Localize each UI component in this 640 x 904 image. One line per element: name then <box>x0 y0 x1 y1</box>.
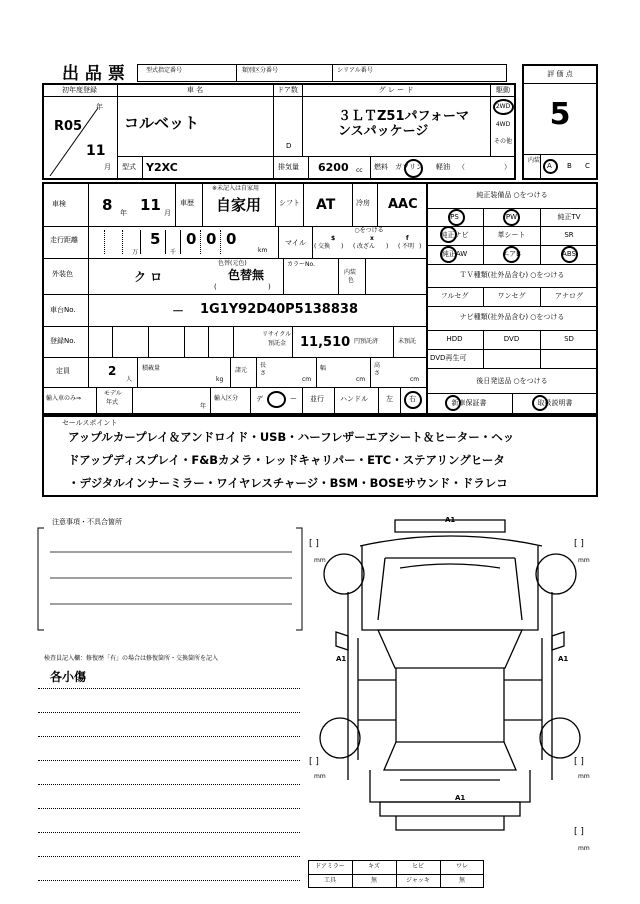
displacement-unit: cc <box>356 167 363 174</box>
interior-c: C <box>585 162 590 170</box>
inspector-value: 各小傷 <box>50 670 87 684</box>
option-pw: PW <box>505 213 518 221</box>
dims-length: 長 <box>260 362 267 369</box>
chassis-value: 1G1Y92D40P5138838 <box>200 302 358 317</box>
dims-height-cm: cm <box>410 376 420 383</box>
diagram-mm-rr: mm <box>578 773 590 780</box>
dims-length-sa: さ <box>260 370 267 377</box>
drive-label: 駆動 <box>496 86 510 94</box>
shift-label: シフト <box>279 199 300 207</box>
doors-label: ドア数 <box>277 86 298 94</box>
option-ps: PS <box>450 213 459 221</box>
interior-b: B <box>567 162 572 170</box>
import-dealer-circle <box>267 391 286 408</box>
option-sr: SR <box>564 231 574 239</box>
later-warranty-circle <box>445 395 461 411</box>
mileage-exchange-r: ) <box>341 243 344 250</box>
mileage-digit-1: 0 <box>186 230 197 248</box>
drive-2wd: 2WD <box>495 103 511 110</box>
option-airbag: エアB <box>502 250 521 258</box>
bottom-h4: ワレ <box>455 863 468 870</box>
model-year-label2: 年式 <box>106 399 119 406</box>
bottom-h3: ヒビ <box>411 863 424 870</box>
option-abs: ABS <box>562 250 576 258</box>
option-aw: 純正AW <box>441 250 468 258</box>
fuel-gasoline: ガソリン <box>395 163 423 171</box>
option-tv: 純正TV <box>557 213 581 221</box>
option-ps-circle <box>448 209 465 226</box>
mileage-exchange-l: ( <box>314 243 317 250</box>
notes-label: 注意事項・不具合箇所 <box>52 518 122 526</box>
reg-month: 11 <box>86 143 106 159</box>
diagram-bracket-bottom: [ ] <box>574 827 584 837</box>
inspection-label: 車検 <box>52 200 66 208</box>
navtype-hdd: HDD <box>446 335 463 343</box>
inspection-month: 11 <box>140 196 161 214</box>
notes-bracket <box>36 526 304 636</box>
mileage-changed-r: ) <box>386 243 389 250</box>
later-warranty: 新車保証書 <box>451 399 487 407</box>
diagram-a1-right: A1 <box>558 655 569 663</box>
chassis-label: 車台No. <box>50 306 76 314</box>
mileage-mile: マイル <box>285 239 306 247</box>
mileage-km: km <box>258 247 268 254</box>
bottom-h1: ドアミラー <box>315 863 345 870</box>
handle-left: 左 <box>386 395 393 403</box>
later-manual: 取扱説明書 <box>537 399 573 407</box>
mileage-changed-l: ( <box>353 243 356 250</box>
handle-label: ハンドル <box>340 395 368 403</box>
import-label: 輸入車のみ⇒ <box>46 395 82 402</box>
drive-4wd: 4WD <box>495 121 511 128</box>
mileage-label: 走行距離 <box>50 236 78 244</box>
page-title: 出 品 票 <box>62 64 125 84</box>
option-abs-circle <box>561 246 578 263</box>
bottom-r4: 無 <box>458 877 465 884</box>
tvtype-one: ワンセグ <box>497 292 526 300</box>
option-leather: 革シート <box>497 231 526 239</box>
fuel-paren-close: ） <box>504 163 511 171</box>
navtype-dvd: DVD <box>503 335 520 343</box>
drive-other: その他 <box>493 138 512 145</box>
grade-label: グ レ ー ド <box>378 86 414 94</box>
grade-line1: ３ＬＴZ51パフォーマ <box>338 109 469 124</box>
model-year-label1: モデル <box>104 390 122 397</box>
car-name-label: 車 名 <box>186 86 204 94</box>
model-label: 型式 <box>122 163 136 171</box>
shift-value: AT <box>316 197 336 213</box>
inspection-year-unit: 年 <box>120 209 127 217</box>
mileage-man: 5 <box>150 230 161 248</box>
diagram-a1-front: A1 <box>445 516 456 524</box>
import-parallel: 並行 <box>310 395 324 403</box>
color-label: 外装色 <box>52 270 73 278</box>
color-paren-close: ) <box>268 283 271 291</box>
color-number-label: カラーNo. <box>287 261 315 268</box>
recycle-paid: 円預託済 <box>354 338 379 345</box>
bottom-r1: 工具 <box>323 877 336 884</box>
interior-color-label2: 色 <box>348 277 355 284</box>
dims-height: 高 <box>374 362 381 369</box>
model-cert-label: 型式指定番号 <box>146 67 183 74</box>
grade-line2: ンスパッケージ <box>338 124 429 139</box>
mileage-sym-dollar: $ <box>331 235 336 242</box>
import-dealer-end: ー <box>290 395 297 403</box>
displacement-value: 6200 <box>318 161 349 174</box>
recycle-label2: 預託金 <box>268 340 287 347</box>
mileage-changed: 改ざん <box>357 243 376 250</box>
color-value: ク ロ <box>134 270 163 284</box>
import-dealer: デ <box>256 395 263 403</box>
interior-label: 内装 <box>528 157 541 164</box>
history-label: 車歴 <box>180 199 194 207</box>
mileage-unknown: 不明 <box>402 243 415 250</box>
dims-width-cm: cm <box>356 376 366 383</box>
dims-height-sa: さ <box>374 370 381 377</box>
mileage-sen-unit: 千 <box>170 249 177 256</box>
tvtype-analog: アナログ <box>555 292 583 300</box>
serial-label: シリアル番号 <box>337 67 373 74</box>
option-aw-circle <box>440 246 457 263</box>
capacity-label: 定員 <box>56 367 70 375</box>
fuel-label: 燃料 <box>374 163 388 171</box>
mileage-digit-3: 0 <box>226 230 237 248</box>
model-value: Y2XC <box>146 161 178 174</box>
option-pw-circle <box>503 209 520 226</box>
load-label: 積載量 <box>142 365 161 372</box>
diagram-bracket-fl: [ ] <box>309 539 319 549</box>
bottom-h2: キズ <box>368 863 380 870</box>
ac-label: 冷房 <box>356 199 370 207</box>
navtype-dvdplay: DVD再生可 <box>430 354 467 362</box>
sales-line2: ドアップディスプレイ・F&Bカメラ・レッドキャリパー・ETC・ステアリングヒータ <box>68 453 505 467</box>
diagram-mm-rl: mm <box>314 773 326 780</box>
header-fields <box>137 64 507 82</box>
color-change-value: 色替無 <box>228 268 265 282</box>
score-label: 評 価 点 <box>547 70 573 78</box>
capacity-unit: 人 <box>126 376 133 383</box>
drive-2wd-circle <box>493 99 514 115</box>
interior-color-label: 内装 <box>344 269 357 276</box>
interior-a-circle <box>543 159 558 174</box>
diagram-bracket-rl: [ ] <box>309 757 319 767</box>
model-year-unit: 年 <box>200 403 207 410</box>
navtype-title: ナビ種類(社外品含む) ○をつける <box>459 313 565 321</box>
diagram-mm-fr: mm <box>578 557 590 564</box>
diagram-mm-bottom: mm <box>578 845 590 852</box>
bottom-r3: ジャッキ <box>406 877 430 884</box>
diagram-a1-rear: A1 <box>455 794 466 802</box>
import-class-label: 輸入区分 <box>214 395 239 402</box>
option-nav: 純正ナビ <box>440 231 469 239</box>
chassis-dash: － <box>172 304 185 318</box>
mileage-sym-x: x <box>370 235 374 242</box>
navtype-sd: SD <box>564 335 574 343</box>
fuel-gasoline-circle <box>404 159 423 178</box>
color-paren-open: ( <box>214 283 217 291</box>
load-kg: kg <box>216 376 224 383</box>
car-name-value: コルベット <box>124 114 200 132</box>
diagram-mm-fl: mm <box>314 557 326 564</box>
inspector-label: 検査員記入欄：修復歴「有」の場合は修復箇所・交換箇所を記入 <box>44 655 219 662</box>
dims-width: 幅 <box>320 365 327 372</box>
displacement-label: 排気量 <box>278 163 299 171</box>
options-title: 純正装備品 ○をつける <box>476 191 548 199</box>
later-manual-circle <box>532 395 548 411</box>
tvtype-title: ＴＶ種類(社外品含む) ○をつける <box>459 271 565 279</box>
capacity-value: 2 <box>108 364 117 378</box>
color-change-label: 色替(元色) <box>218 260 247 267</box>
month-unit: 月 <box>104 163 111 171</box>
interior-a: A <box>547 162 552 170</box>
mileage-man-unit: 万 <box>132 249 139 256</box>
class-number-label: 類別区分番号 <box>242 67 279 74</box>
recycle-value: 11,510 <box>300 335 351 350</box>
tvtype-full: フルセグ <box>440 292 469 300</box>
recycle-unpaid: 未預託 <box>398 338 417 345</box>
inspection-month-unit: 月 <box>164 209 171 217</box>
sales-line1: アップルカープレイ＆アンドロイド・USB・ハーフレザーエアシート＆ヒーター・ヘッ <box>68 430 515 444</box>
sales-label: セールスポイント <box>62 419 118 427</box>
mileage-exchange: 交換 <box>318 243 331 250</box>
sales-line3: ・デジタルインナーミラー・ワイヤレスチャージ・BSM・BOSEサウンド・ドラレコ <box>68 476 508 490</box>
mileage-unknown-r: ) <box>419 243 422 250</box>
first-reg-label: 初年度登録 <box>62 86 97 94</box>
dims-label: 諸元 <box>235 367 248 374</box>
bottom-r2: 無 <box>370 877 377 884</box>
diagram-bracket-fr: [ ] <box>574 539 584 549</box>
diagram-a1-left: A1 <box>336 655 347 663</box>
score-value: 5 <box>549 97 571 132</box>
mileage-sym-f: f <box>406 235 409 242</box>
option-nav-circle <box>440 226 457 243</box>
ac-value: AAC <box>388 197 418 212</box>
diagram-bracket-rr: [ ] <box>574 757 584 767</box>
option-airbag-circle <box>503 246 520 263</box>
reg-era-year: R05 <box>54 119 83 134</box>
fuel-diesel: 軽油 <box>436 163 450 171</box>
handle-right-circle <box>404 391 422 409</box>
history-note: ※未記入は自家用 <box>212 185 260 192</box>
later-title: 後日発送品 ○をつける <box>476 377 548 385</box>
handle-right: 右 <box>409 395 416 403</box>
doors-value: D <box>286 142 292 150</box>
history-value: 自家用 <box>216 196 262 214</box>
mileage-digit-2: 0 <box>206 230 217 248</box>
fuel-paren-open: （ <box>458 163 465 171</box>
mileage-circle-note: ○をつける <box>354 227 384 234</box>
inspection-year: 8 <box>102 196 113 214</box>
recycle-label1: リサイクル <box>262 331 292 338</box>
year-unit: 年 <box>96 103 103 111</box>
dims-length-cm: cm <box>302 376 312 383</box>
regno-label: 登録No. <box>50 337 76 345</box>
mileage-unknown-l: ( <box>398 243 401 250</box>
